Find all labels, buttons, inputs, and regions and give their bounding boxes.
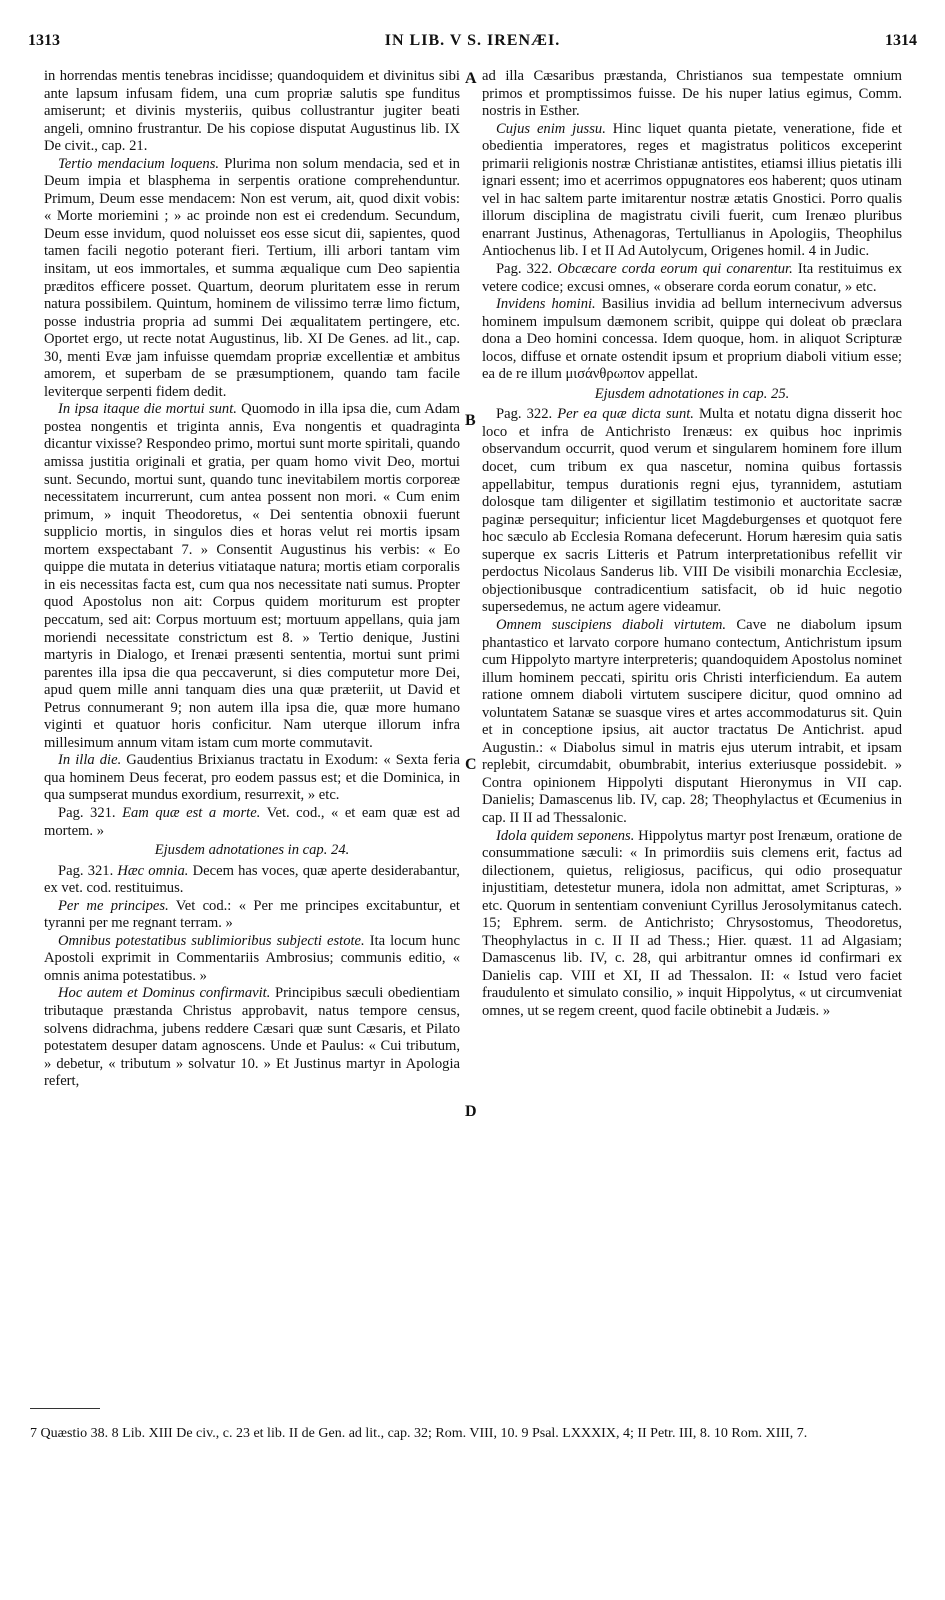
paragraph: Cujus enim jussu. Hinc liquet quanta pietate, veneratione, fide et obedientia imperatores, reges et magistratus politicos exceperint primarii religionis nostræ Christianæ antistites, etiamsi illius pietatis illi ignari essent; imo et acerrimos oppugnatores eos haberent; quos utinam vel in hac saltem parte imitarentur nostræ ætatis Gnostici. Porro qualis illorum disciplina de magistratu civili fuerit, cum Irenæo pluribus enarrant Justinus, Athenagoras, Tertullianus in Apologiis, Theophilus Antiochenus lib. I et II Ad Autolycum, Origenes homil. 4 in Judic.	[482, 120, 902, 260]
paragraph: Per me principes. Vet cod.: « Per me principes excitabuntur, et tyranni per me regnant terram. »	[44, 897, 460, 932]
paragraph: Invidens homini. Basilius invidia ad bellum internecivum adversus hominem impulsum dæmonem scribit, quippe qui doleat ob præclara dona a Deo homini concessa. Idem quoque, hom. in aliquot Scripturæ locos, diffuse et ornate ostendit ipsum et proprium diaboli vitium esse; ea de re illum μισάνθρωπον appellat.	[482, 296, 902, 383]
paragraph: Omnibus potestatibus sublimioribus subjecti estote. Ita locum hunc Apostoli exprimit in Commentariis Ambrosius; communis editio, « omnis anima potestatibus. »	[44, 932, 460, 984]
paragraph: Pag. 321. Hæc omnia. Decem has voces, quæ aperte desiderabantur, ex vet. cod. restituimus.	[44, 862, 460, 897]
paragraph: ad illa Cæsaribus præstanda, Christianos sua tempestate omnium primos et promptissimos fuisse. De his nuper latius egimus, Comm. nostris in Esther.	[482, 68, 902, 120]
right-column	[482, 68, 902, 1021]
margin-letter-a: A	[465, 70, 477, 87]
paragraph: In ipsa itaque die mortui sunt. Quomodo in illa ipsa die, cum Adam postea nongentis et triginta annis, Eva nongentis et quadraginta dicantur vixisse? Respondeo primo, mortui sunt morte spiritali, quando amissa justitia originali et gratia, per quam homo vivit Deo, mortui sunt. Secundo, mortui sunt, quando tunc inevitabilem mortis corporeæ necessitatem incurrerunt, cum antea possent non mori. « Cum enim primum, » inquit Theodoretus, « Dei sententia obnoxii fuerunt supplicio mortis, in singulos dies et horas velut rei mortis ipsam mortem exspectabant 7. » Consentit Augustinus his verbis: « Eo quippe die mutata in deterius vitiataque natura; mortis etiam corporalis in eis necessitas facta est, cum qua nos necessitate nati sumus. Propter quod Apostolus non ait: Corpus quidem moriturum est propter peccatum, sed ait: Corpus mortuum est; mortuum appellans, quia jam moriendi necessitate constrictum est 8. » Tertio denique, Justini martyris in Dialogo, et Irenæi præsenti sententia, mortui sunt primi parentes illa ipsa die qua peccaverunt, si dies computetur more Dei, apud quem mille anni tanquam dies una quæ præteriit, ut David et Petrus connumerant 9; non autem illa ipsa die, quæ more humano viginti et quatuor horis conficitur. Nam uterque illorum infra millesimum annum vitam istam cum morte commutavit.	[44, 401, 460, 751]
margin-letter-b: B	[465, 412, 476, 429]
paragraph: Tertio mendacium loquens. Plurima non solum mendacia, sed et in Deum impia et blasphema in serpentis oratione comprehenduntur. Primum, Deum esse mendacem: Non est verum, ait, quod dixit vobis: « Morte moriemini ; » ac proinde non est ei credendum. Secundum, Deum esse invidum, quod noluisset eos esse sicut dii, sapientes, quod tamen facili negotio poterant fieri. Tertium, illi arbori tantam vim insitam, ut eos immortales, et summa æqualique cum Deo sapientia præditos efficere posset. Quartum, deorum pluritatem esse in rerum natura possibilem. Quintum, hominem de vilissimo terræ limo fictum, posse industria propria ad summi Dei æqualitatem pertingere, etc. Oportet ergo, ut recte notat Augustinus, lib. XI De Genes. ad lit., cap. 30, menti Evæ jam infuisse quemdam propriæ excellentiæ et ambitus amorem, et superbam de se præsumptionem, quando tam facile leviterque serpenti fidem dedit.	[44, 155, 460, 400]
paragraph: Omnem suscipiens diaboli virtutem. Cave ne diabolum ipsum phantastico et larvato corpore humano contectum, Antichristum ipsum cum Hippolyto martyre interpreteris; quandoquidem Apostolus nominet illum hominem peccati, spiritu oris Christi interficiendum. Ea autem ratione omnem diaboli virtutem suscipere dicitur, quod omnino ad voluntatem Satanæ se suasque vires et artes accommodaturus sit. Quin et in conceptione ipsius, ait auctor tractatus De Antichrist. apud Augustin.: « Diabolus simul in matris ejus uterum intrabit, et ipsam replebit, circumdabit, obumbrabit, interius exteriusque possidebit. » Contra opinionem Hippolyti disputant Hieronymus in VII cap. Danielis; Damascenus lib. IV, cap. 28; Theophylactus et Œcumenius in cap. II II ad Thessalonic.	[482, 616, 902, 826]
page-number-right: 1314	[885, 32, 917, 49]
page-number-left: 1313	[28, 32, 60, 49]
paragraph: Pag. 321. Eam quæ est a morte. Vet. cod., « et eam quæ est ad mortem. »	[44, 804, 460, 839]
paragraph: Pag. 322. Per ea quæ dicta sunt. Multa et notatu digna disserit hoc loco et infra de Antichristo Irenæus: ex quibus hoc inprimis observandum occurrit, quod verum et singularem hominem fore illum docet, cum tribum ex qua nascetur, nomina quibus fortassis appellabitur, tempus durationis regni ejus, tyrannidem, astutiam dolosque tam diligenter et sigillatim testimonio et auctoritate sacræ paginæ persequitur; inficientur licet Magdeburgenses et quotquot fere hoc sæculo ab Ecclesia Romana defecerunt. Horum hæresim quia satis superque ex sacris Litteris et Patrum interpretationibus refellit vir perdoctus Nicolaus Sanderus lib. VIII De visibili monarchia Ecclesiæ, objectionibusque contradicentium satisfacit, ob id huic negotio supersedemus, ne actum agere videamur.	[482, 406, 902, 616]
page-header	[28, 32, 917, 56]
paragraph: Hoc autem et Dominus confirmavit. Principibus sæculi obedientiam tributaque præstanda Christus approbavit, natus tempore census, solvens didrachma, jubens reddere Cæsari quæ sunt Cæsaris, et Pilato potestatem desuper datam agnoscens. Unde et Paulus: « Cui tributum, » debetur, « tributum » solvatur 10. » Et Justinus martyr in Apologia refert,	[44, 985, 460, 1090]
paragraph: In illa die. Gaudentius Brixianus tractatu in Exodum: « Sexta feria qua hominem Deus fecerat, pro eodem passus est; et die Dominica, in qua sumpserat mundus exordium, resurrexit, » etc.	[44, 752, 460, 804]
margin-letter-d: D	[465, 1103, 477, 1120]
footnotes: 7 Quæstio 38. 8 Lib. XIII De civ., c. 23 et lib. II de Gen. ad lit., cap. 32; Rom. VIII, 10. 9 Psal. LXXXIX, 4; II Petr. III, 8. 10 Rom. XIII, 7.	[30, 1426, 808, 1441]
margin-letter-c: C	[465, 756, 477, 773]
paragraph: Pag. 322. Obcæcare corda eorum qui conarentur. Ita restituimus ex vetere codice; excusi omnes, « obserare corda eorum conatur, » etc.	[482, 261, 902, 295]
left-column	[44, 68, 460, 1091]
running-title: IN LIB. V S. IRENÆI.	[384, 32, 561, 49]
paragraph: in horrendas mentis tenebras incidisse; quandoquidem et divinitus sibi ante lapsum infusam fidem, una cum propriæ salutis spe funditus amiserunt; et divinis mysteriis, quibus collustrantur jugiter beati angeli, omnino frustrantur. De his copiose disputat Augustinus lib. IX De civit., cap. 21.	[44, 68, 460, 155]
section-heading: Ejusdem adnotationes in cap. 25.	[594, 385, 790, 402]
section-heading: Ejusdem adnotationes in cap. 24.	[154, 842, 350, 859]
paragraph: Idola quidem seponens. Hippolytus martyr post Irenæum, oratione de consummatione sæculi: « In primordiis suis clemens erit, factus ad dilectionem, quietus, religiosus, pacificus, qui odio prosequatur injustitiam, detestetur munera, idola non admittat, amet Scripturas, » etc. Quorum in sententiam conveniunt Cyrillus Jerosolymitanus catech. 15; Ephrem. serm. de Antichristo; Chrysostomus, Theodoretus, Theophylactus in c. II II ad Thess.; Hier. quæst. 11 ad Algasiam; Damascenus lib. IV, c. 28, qui arbitrantur omnes id confirmari ex Danielis cap. VIII et XI, II ad Thessalon. II: « Istud vero faciet fraudulento et simulato consilio, » inquit Hippolytus, « ut circumveniat omnes, ut se regem creent, quod facile obtinebit a Judæis. »	[482, 827, 902, 1019]
footnote-rule	[30, 1408, 100, 1409]
